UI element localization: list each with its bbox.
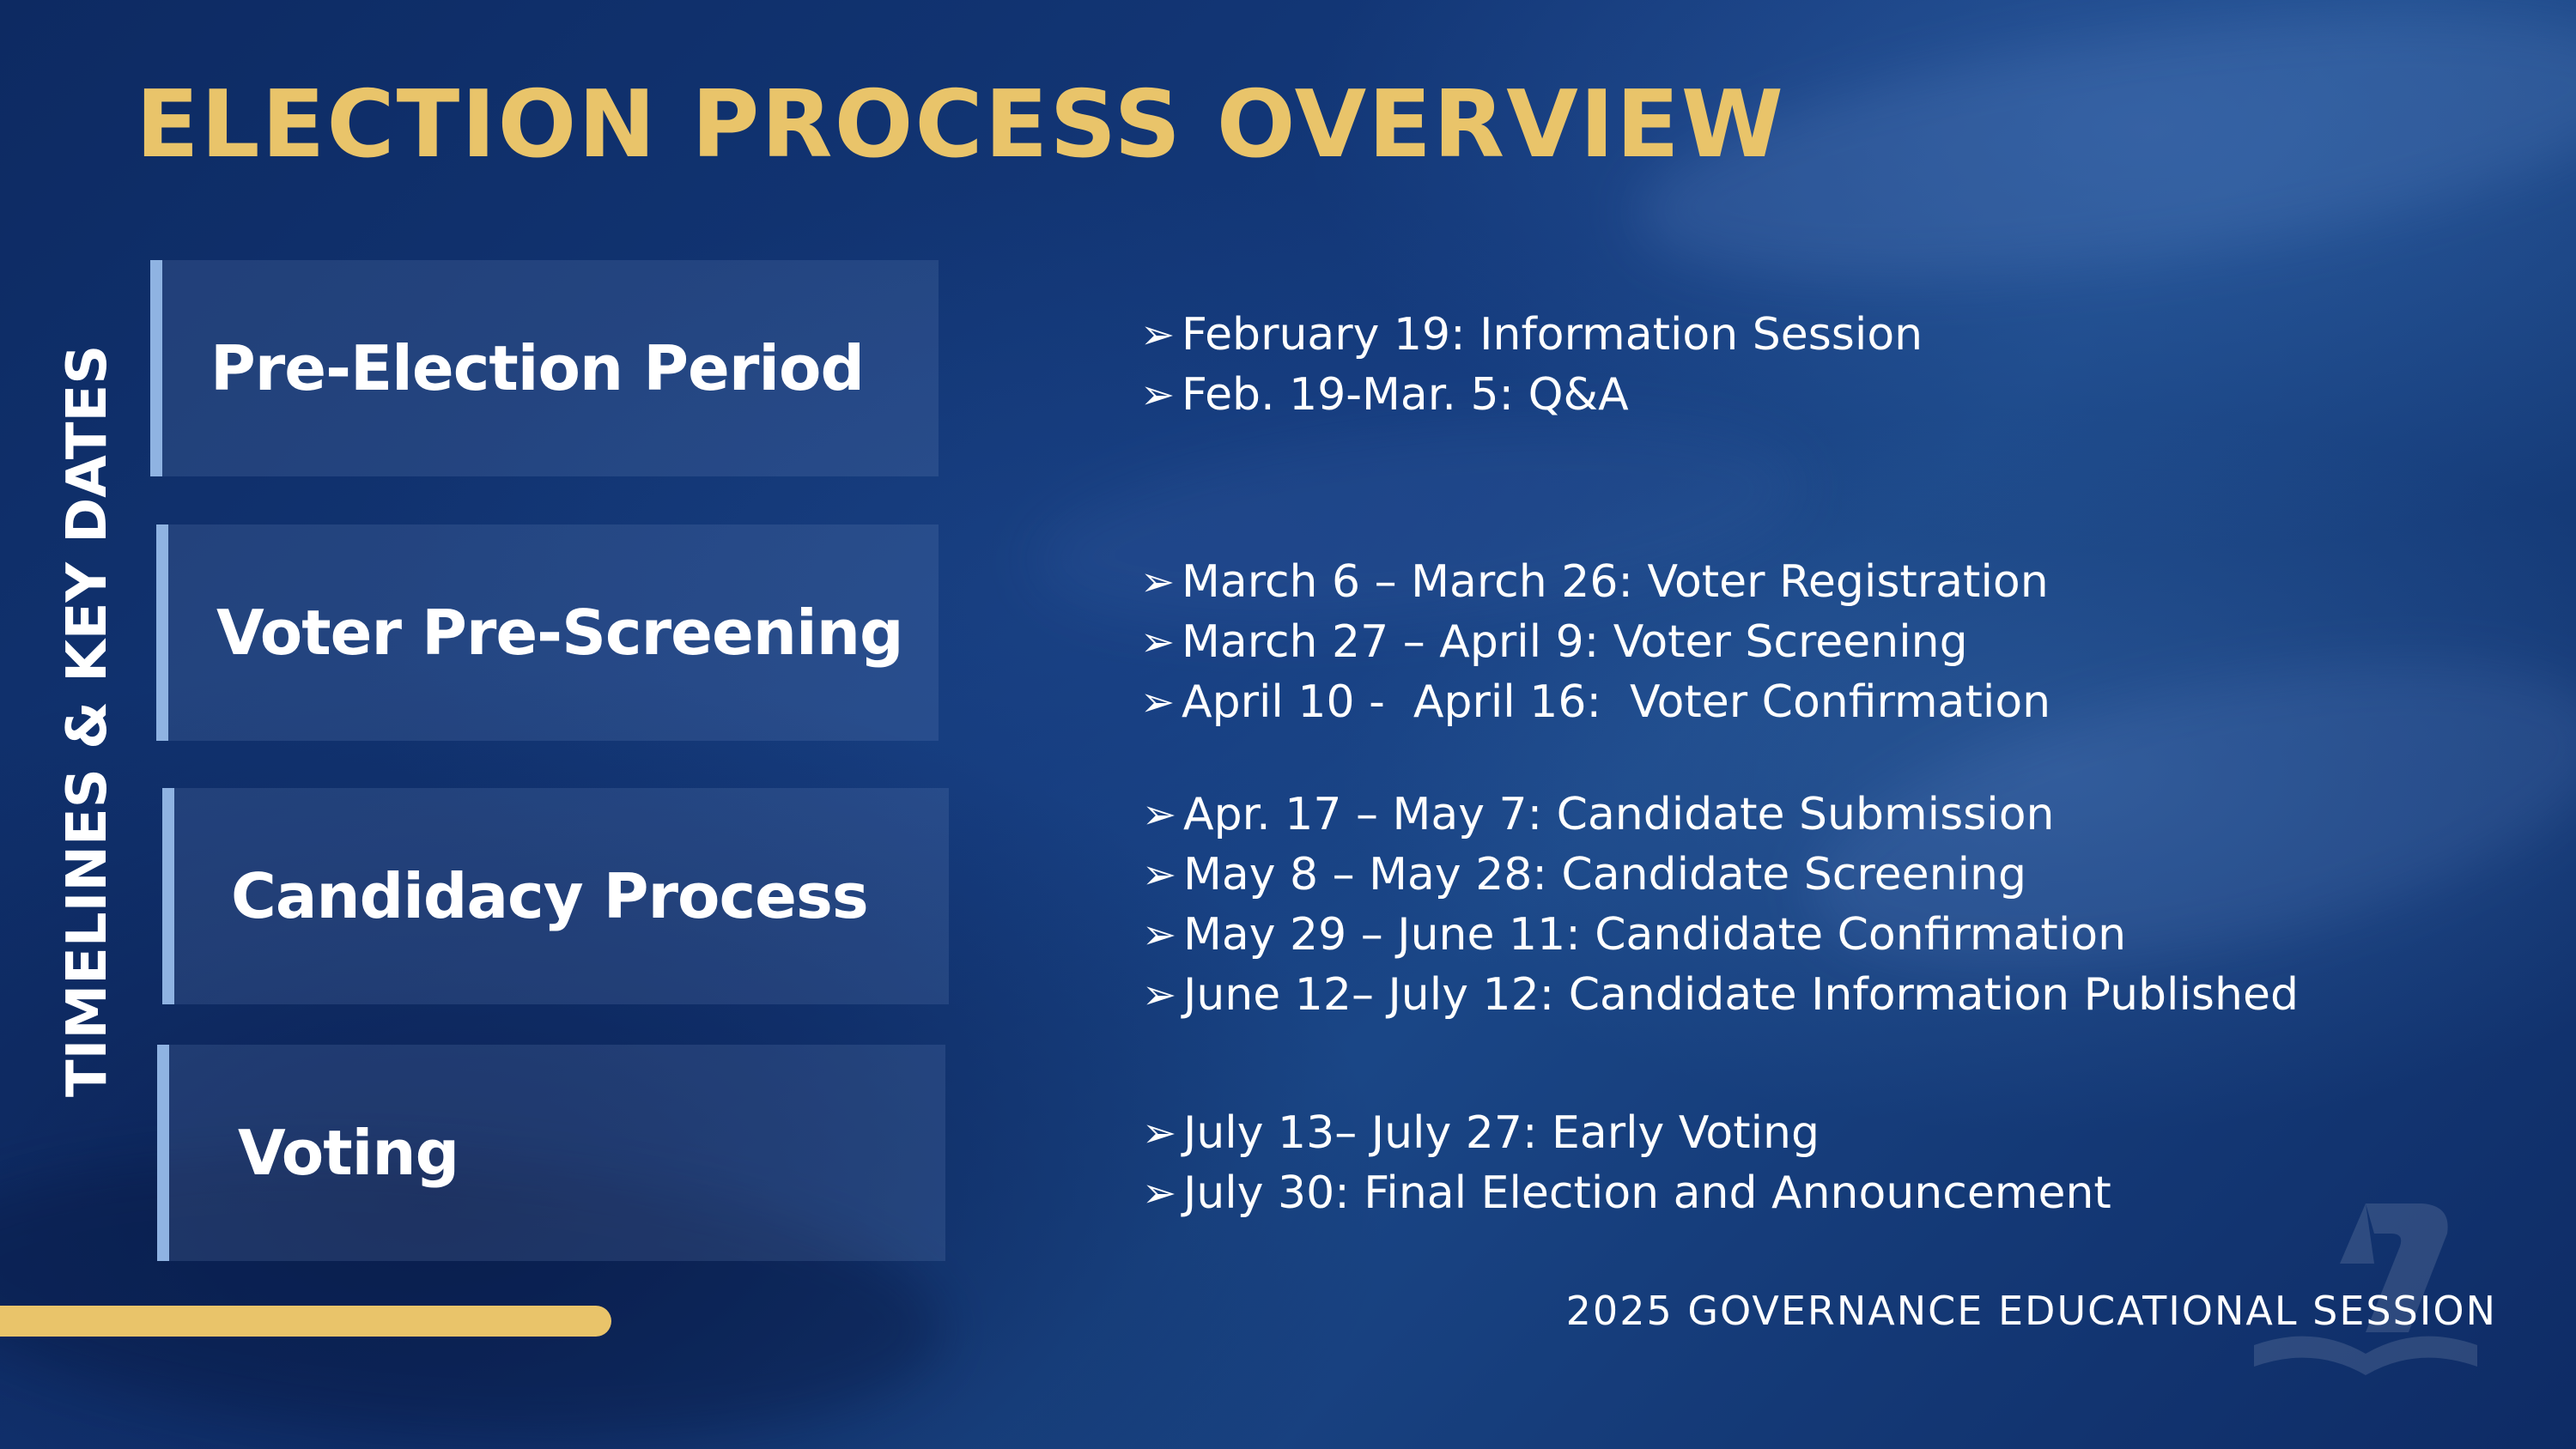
date-text: April 10 - April 16: Voter Confirmation [1182,676,2051,728]
phase-label: Pre-Election Period [210,332,865,404]
slide-title: ELECTION PROCESS OVERVIEW [136,71,1785,179]
arrowhead-bullet-icon: ➢ [1140,371,1176,419]
phase-box-voting [157,1045,945,1261]
phase-label: Voting [238,1117,459,1189]
date-list-voting [1142,1103,2111,1223]
gold-accent-bar [0,1306,611,1337]
date-item [1140,552,2050,612]
phase-box-pre-election [150,260,939,476]
date-text: Apr. 17 – May 7: Candidate Submission [1183,789,2055,840]
date-item [1142,845,2299,905]
date-item [1142,1103,2111,1163]
phase-label: Candidacy Process [231,860,868,932]
date-text: March 27 – April 9: Voter Screening [1182,616,1968,668]
date-item [1140,612,2050,672]
date-text: May 8 – May 28: Candidate Screening [1183,849,2026,900]
arrowhead-bullet-icon: ➢ [1142,1109,1177,1157]
date-item [1140,365,1923,425]
date-item [1142,785,2299,845]
date-text: Feb. 19-Mar. 5: Q&A [1182,369,1629,421]
date-text: May 29 – June 11: Candidate Confirmation [1183,909,2127,961]
phase-box-candidacy-process [162,788,949,1004]
date-text: March 6 – March 26: Voter Registration [1182,556,2049,608]
date-item [1142,1163,2111,1223]
arrowhead-bullet-icon: ➢ [1142,791,1177,839]
date-list-pre-election [1140,305,1923,425]
phase-box-voter-pre-screening [156,524,939,741]
side-label-timelines: TIMELINES & KEY DATES [56,344,119,1097]
date-item [1142,905,2299,965]
date-item [1140,305,1923,365]
arrowhead-bullet-icon: ➢ [1140,678,1176,726]
arrowhead-bullet-icon: ➢ [1140,618,1176,666]
arrowhead-bullet-icon: ➢ [1140,311,1176,359]
arrowhead-bullet-icon: ➢ [1142,1169,1177,1217]
date-text: June 12– July 12: Candidate Information Published [1183,969,2299,1021]
date-list-voter-pre-screening [1140,552,2050,732]
date-text: July 13– July 27: Early Voting [1183,1107,1820,1159]
footer-session-label: 2025 GOVERNANCE EDUCATIONAL SESSION [1565,1288,2497,1334]
arrowhead-bullet-icon: ➢ [1142,971,1177,1019]
phase-label: Voter Pre-Screening [216,597,903,669]
date-item [1142,965,2299,1025]
date-item [1140,672,2050,732]
arrowhead-bullet-icon: ➢ [1142,911,1177,959]
date-text: July 30: Final Election and Announcement [1183,1167,2111,1219]
arrowhead-bullet-icon: ➢ [1142,851,1177,899]
arrowhead-bullet-icon: ➢ [1140,558,1176,606]
date-text: February 19: Information Session [1182,309,1923,361]
date-list-candidacy-process [1142,785,2299,1025]
